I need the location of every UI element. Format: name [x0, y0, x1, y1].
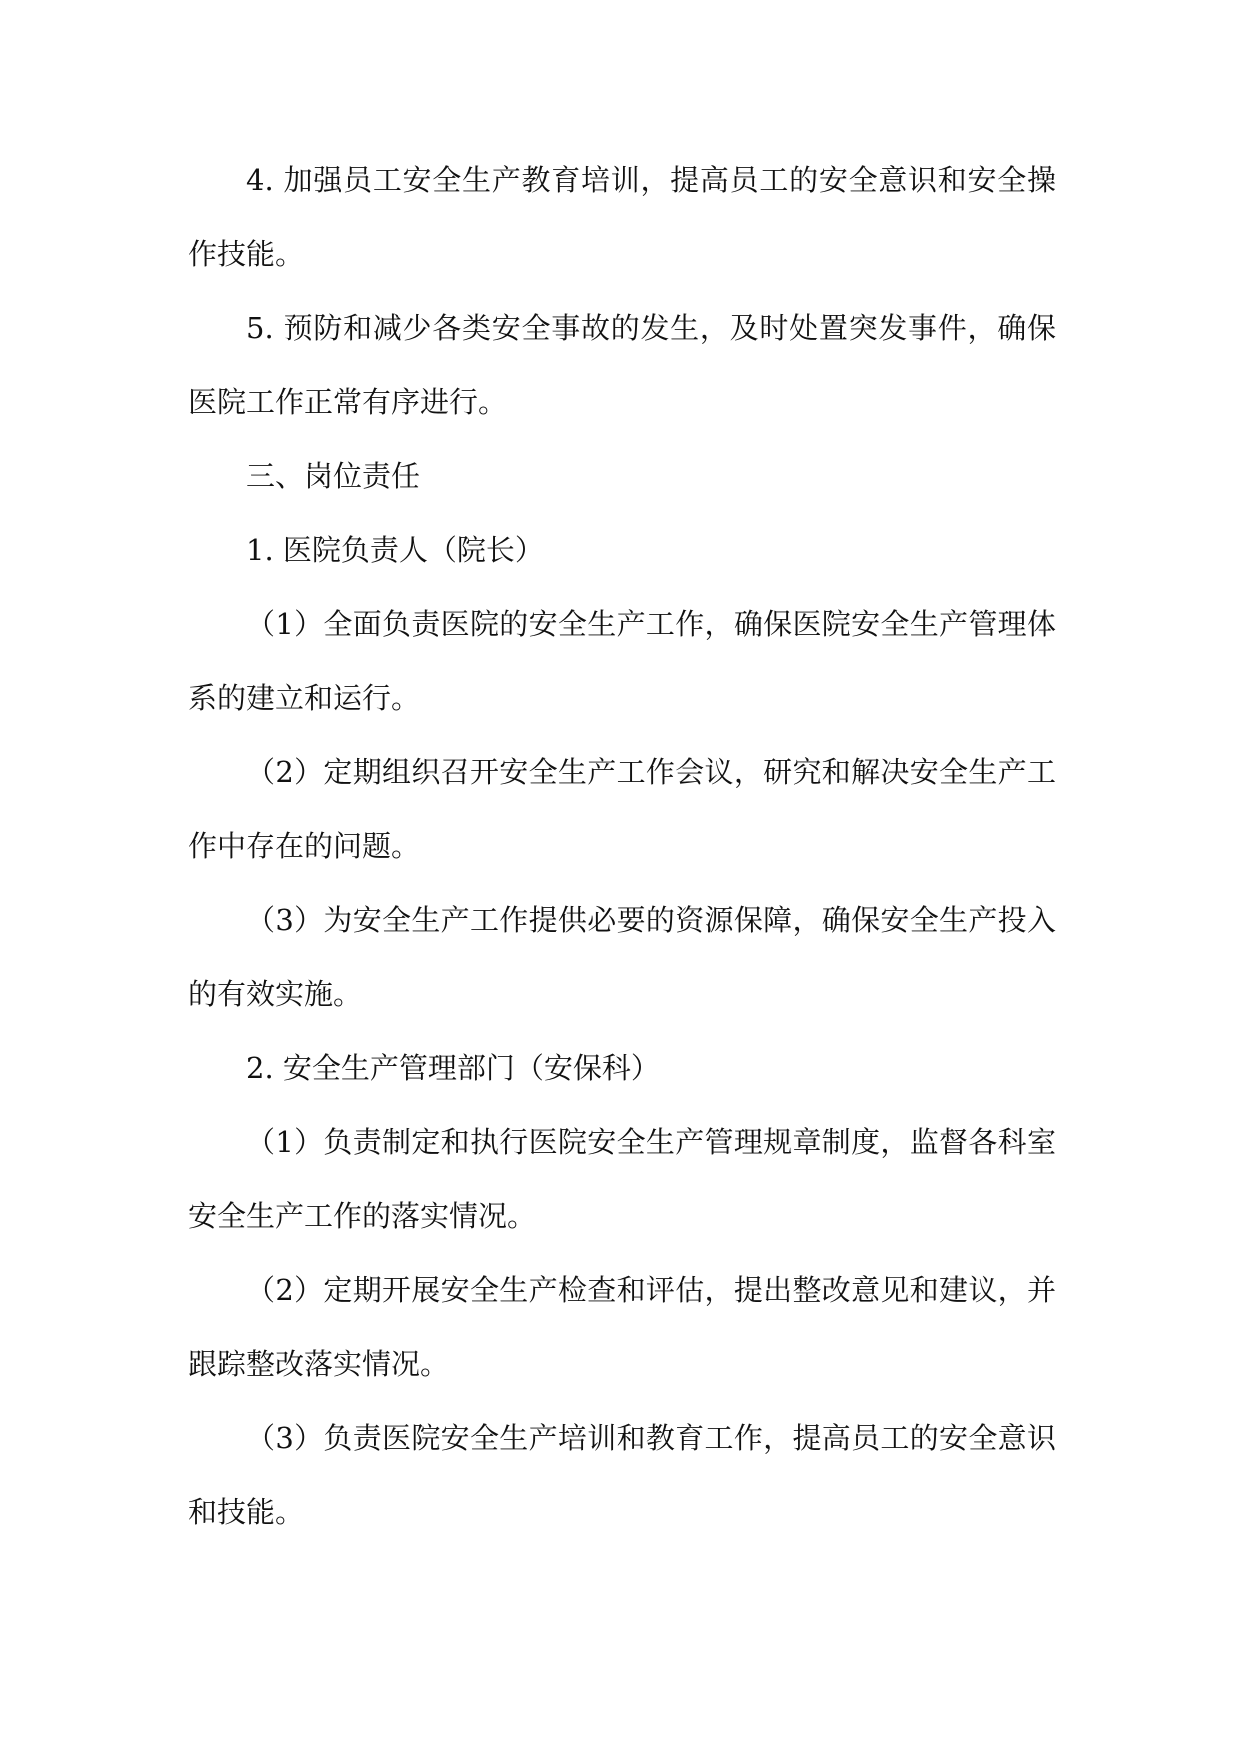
paragraph-dept-duty-2: （2）定期开展安全生产检查和评估，提出整改意见和建议，并跟踪整改落实情况。 — [188, 1273, 1056, 1381]
paragraph-goal-5: 5. 预防和减少各类安全事故的发生，及时处置突发事件，确保医院工作正常有序进行。 — [188, 311, 1056, 419]
paragraph-dept-duty-3: （3）负责医院安全生产培训和教育工作，提高员工的安全意识和技能。 — [188, 1421, 1056, 1529]
subheading-hospital-head: 1. 医院负责人（院长） — [246, 533, 544, 567]
subheading-safety-department: 2. 安全生产管理部门（安保科） — [246, 1051, 660, 1085]
paragraph-head-duty-3: （3）为安全生产工作提供必要的资源保障，确保安全生产投入的有效实施。 — [188, 903, 1056, 1011]
paragraph-dept-duty-1: （1）负责制定和执行医院安全生产管理规章制度，监督各科室安全生产工作的落实情况。 — [188, 1125, 1056, 1233]
document-body — [188, 143, 1056, 1549]
paragraph-goal-4: 4. 加强员工安全生产教育培训，提高员工的安全意识和安全操作技能。 — [188, 163, 1056, 271]
section-heading-responsibilities: 三、岗位责任 — [246, 459, 421, 493]
paragraph-head-duty-2: （2）定期组织召开安全生产工作会议，研究和解决安全生产工作中存在的问题。 — [188, 755, 1056, 863]
paragraph-head-duty-1: （1）全面负责医院的安全生产工作，确保医院安全生产管理体系的建立和运行。 — [188, 607, 1056, 715]
